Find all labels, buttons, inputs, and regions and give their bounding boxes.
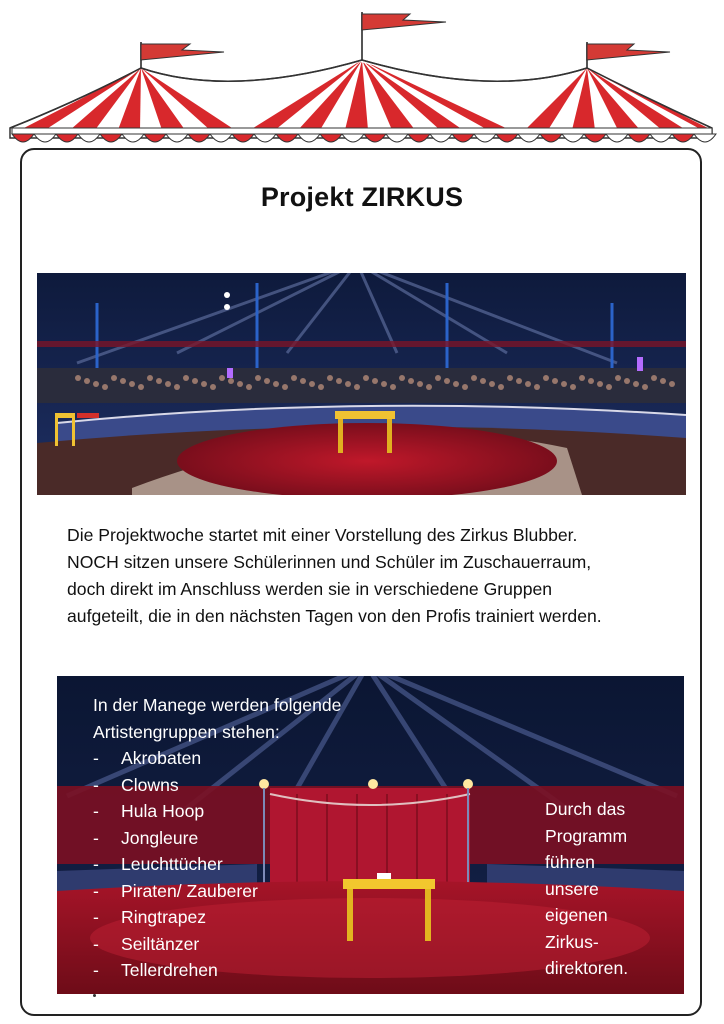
valance-scallop xyxy=(166,134,188,142)
intro-line: doch direkt im Anschluss werden sie in verschiedene Gruppen xyxy=(67,579,553,599)
audience-head xyxy=(489,381,495,387)
list-dash: - xyxy=(93,960,99,980)
audience-head xyxy=(417,381,423,387)
valance-scallop xyxy=(606,134,628,142)
list-item xyxy=(93,904,341,931)
valance-scallop xyxy=(452,134,474,142)
audience-head xyxy=(282,384,288,390)
audience-head xyxy=(336,378,342,384)
audience-head xyxy=(543,375,549,381)
stray-bullet-dot xyxy=(93,994,96,997)
directors-line: führen xyxy=(545,852,595,872)
audience-head xyxy=(651,375,657,381)
intro-line: Die Projektwoche startet mit einer Vorstellung des Zirkus Blubber. xyxy=(67,525,578,545)
valance-scallop xyxy=(56,134,78,142)
audience-head xyxy=(93,381,99,387)
audience-head xyxy=(156,378,162,384)
audience-head xyxy=(606,384,612,390)
list-item xyxy=(93,825,341,852)
list-item xyxy=(93,772,341,799)
audience-head xyxy=(363,375,369,381)
list-dash: - xyxy=(93,907,99,927)
audience-head xyxy=(201,381,207,387)
audience-head xyxy=(480,378,486,384)
valance-scallop xyxy=(144,134,166,142)
audience-head xyxy=(318,384,324,390)
valance-scallop xyxy=(540,134,562,142)
list-dash: - xyxy=(93,801,99,821)
list-item xyxy=(93,931,341,958)
directors-line: Durch das xyxy=(545,799,626,819)
valance-scallop xyxy=(100,134,122,142)
valance-scallop xyxy=(34,134,56,142)
directors-line: eigenen xyxy=(545,905,608,925)
audience-photo xyxy=(37,273,686,495)
audience-head xyxy=(273,381,279,387)
audience-head xyxy=(435,375,441,381)
audience-head xyxy=(300,378,306,384)
list-dash: - xyxy=(93,933,99,954)
audience-head xyxy=(264,378,270,384)
list-dash: - xyxy=(93,854,99,874)
valance-scallop xyxy=(584,134,606,142)
audience-head xyxy=(453,381,459,387)
audience-head xyxy=(228,378,234,384)
audience-head xyxy=(327,375,333,381)
group-label: Jongleure xyxy=(121,827,199,848)
audience-head xyxy=(588,378,594,384)
list-item xyxy=(93,851,341,878)
intro-line: aufgeteilt, die in den nächsten Tagen von den Profis trainiert werden. xyxy=(67,606,602,626)
audience-head xyxy=(426,384,432,390)
valance-scallop xyxy=(628,134,650,142)
list-item xyxy=(93,957,341,984)
list-item xyxy=(93,798,341,825)
audience-head xyxy=(462,384,468,390)
audience-head xyxy=(633,381,639,387)
directors-line: Programm xyxy=(545,825,628,846)
list-dash: - xyxy=(93,748,99,768)
intro-line: NOCH sitzen unsere Schülerinnen und Schüler im Zuschauerraum, xyxy=(67,552,592,572)
valance-scallop xyxy=(78,134,100,142)
valance-scallop xyxy=(298,134,320,142)
list-dash: - xyxy=(93,774,99,795)
list-item xyxy=(93,878,341,905)
valance-scallop xyxy=(408,134,430,142)
audience-head xyxy=(165,381,171,387)
valance-scallop xyxy=(518,134,540,142)
valance-scallop xyxy=(496,134,518,142)
valance-scallop xyxy=(562,134,584,142)
audience-head xyxy=(309,381,315,387)
audience-head xyxy=(579,375,585,381)
group-label: Tellerdrehen xyxy=(121,960,218,980)
audience-head xyxy=(669,381,675,387)
circus-tent-illustration xyxy=(0,0,724,160)
valance-scallop xyxy=(320,134,342,142)
valance-scallop xyxy=(694,134,716,142)
artist-group-list xyxy=(93,745,341,984)
intro-paragraph xyxy=(67,522,697,630)
ring-groups-overlay xyxy=(93,692,341,984)
audience-head xyxy=(354,384,360,390)
audience-head xyxy=(615,375,621,381)
audience-head xyxy=(561,381,567,387)
audience-head xyxy=(399,375,405,381)
audience-head xyxy=(552,378,558,384)
group-label: Clowns xyxy=(121,774,179,795)
audience-head xyxy=(624,378,630,384)
audience-head xyxy=(237,381,243,387)
audience-head xyxy=(111,375,117,381)
directors-line: direktoren. xyxy=(545,958,629,978)
ring-intro-line: In der Manege werden folgende xyxy=(93,695,342,715)
directors-line: unsere xyxy=(545,878,599,899)
group-label: Piraten/ Zauberer xyxy=(121,880,258,901)
audience-head xyxy=(642,384,648,390)
audience-head xyxy=(390,384,396,390)
audience-head xyxy=(75,375,81,381)
valance-scallop xyxy=(276,134,298,142)
valance-scallop xyxy=(122,134,144,142)
audience-head xyxy=(345,381,351,387)
audience-head xyxy=(210,384,216,390)
audience-head xyxy=(570,384,576,390)
audience-head xyxy=(471,375,477,381)
audience-head xyxy=(660,378,666,384)
audience-head xyxy=(138,384,144,390)
audience-head xyxy=(120,378,126,384)
audience-head xyxy=(147,375,153,381)
audience-head xyxy=(174,384,180,390)
valance-scallop xyxy=(672,134,694,142)
list-item xyxy=(93,745,341,772)
group-label: Seiltänzer xyxy=(121,933,200,954)
audience-head xyxy=(84,378,90,384)
group-label: Ringtrapez xyxy=(121,907,207,927)
list-dash: - xyxy=(93,827,99,848)
audience-head xyxy=(291,375,297,381)
valance-scallop xyxy=(474,134,496,142)
audience-head xyxy=(444,378,450,384)
audience-head xyxy=(597,381,603,387)
valance-scallop xyxy=(364,134,386,142)
audience-head xyxy=(498,384,504,390)
audience-head xyxy=(516,378,522,384)
valance-scallop xyxy=(188,134,210,142)
directors-overlay xyxy=(545,796,675,982)
audience-head xyxy=(525,381,531,387)
valance-scallop xyxy=(254,134,276,142)
valance-scallop xyxy=(386,134,408,142)
audience-head xyxy=(219,375,225,381)
audience-head xyxy=(192,378,198,384)
audience-head xyxy=(102,384,108,390)
audience-head xyxy=(183,375,189,381)
page-title: Projekt ZIRKUS xyxy=(260,182,464,212)
directors-line: Zirkus- xyxy=(545,931,599,952)
list-dash: - xyxy=(93,880,99,901)
valance-scallop xyxy=(430,134,452,142)
valance-scallop xyxy=(12,134,34,142)
group-label: Akrobaten xyxy=(121,748,202,768)
group-label: Hula Hoop xyxy=(121,801,205,821)
valance-scallop xyxy=(232,134,254,142)
audience-head xyxy=(408,378,414,384)
audience-head xyxy=(507,375,513,381)
group-label: Leuchttücher xyxy=(121,854,223,874)
audience-head xyxy=(381,381,387,387)
audience-head xyxy=(534,384,540,390)
ring-intro-line: Artistengruppen stehen: xyxy=(93,721,280,742)
audience-head xyxy=(255,375,261,381)
audience-head xyxy=(129,381,135,387)
valance-scallop xyxy=(210,134,232,142)
audience-head xyxy=(246,384,252,390)
valance-scallop xyxy=(342,134,364,142)
valance-scallop xyxy=(650,134,672,142)
audience-head xyxy=(372,378,378,384)
